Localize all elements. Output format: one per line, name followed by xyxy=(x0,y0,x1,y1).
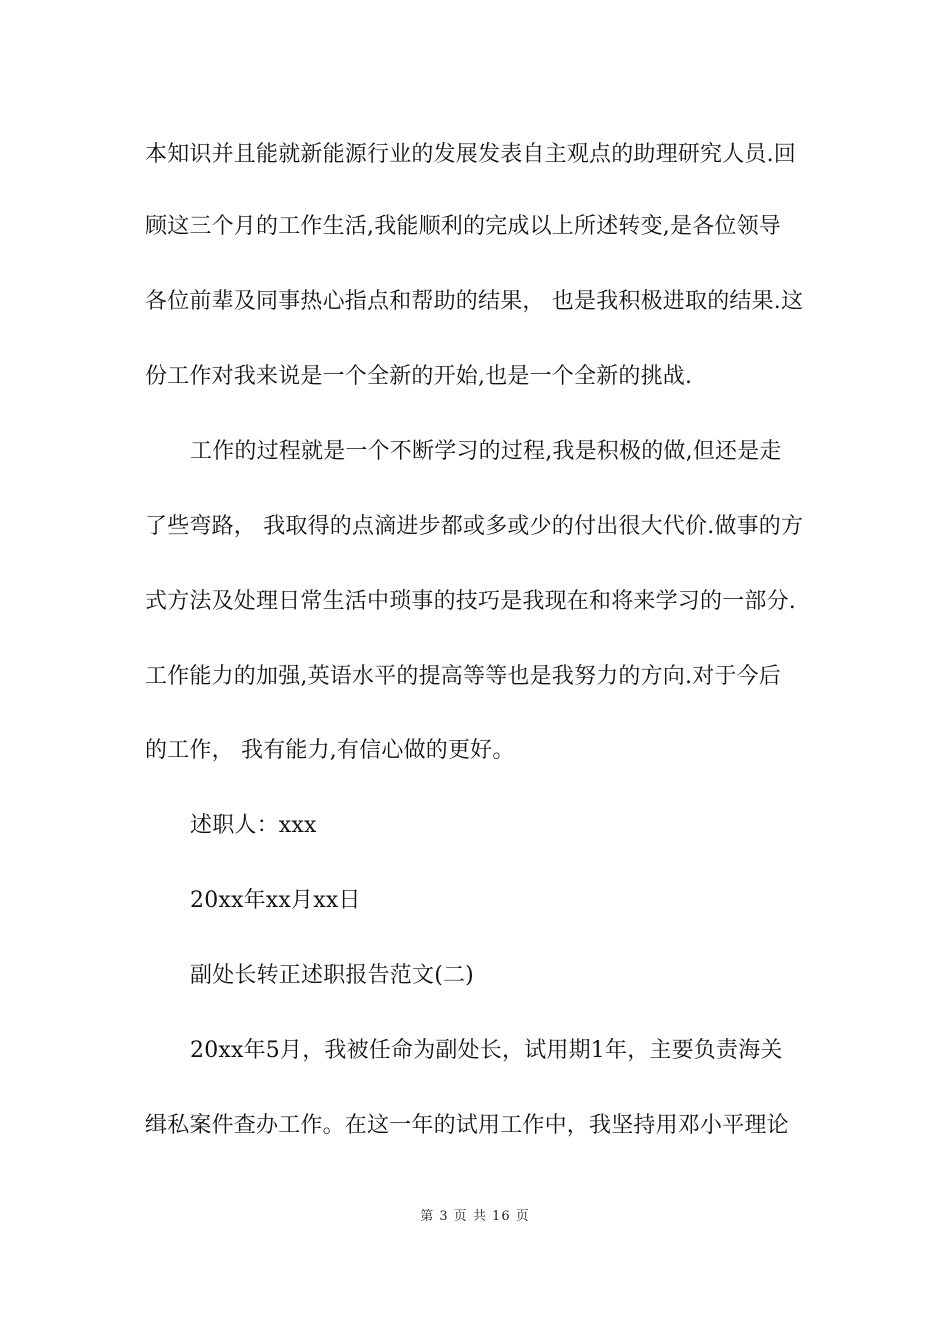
body-line-5: 工作的过程就是一个不断学习的过程,我是积极的做,但还是走 xyxy=(190,439,782,464)
body-line-8: 工作能力的加强,英语水平的提高等等也是我努力的方向.对于今后 xyxy=(145,664,781,689)
body-line-1: 本知识并且能就新能源行业的发展发表自主观点的助理研究人员.回 xyxy=(145,142,796,167)
body-line-4: 份工作对我来说是一个全新的开始,也是一个全新的挑战. xyxy=(145,364,693,389)
body-line-3: 各位前辈及同事热心指点和帮助的结果， 也是我积极进取的结果.这 xyxy=(145,289,804,314)
body-line-14: 缉私案件查办工作。在这一年的试用工作中，我坚持用邓小平理论 xyxy=(145,1113,789,1138)
date-line: 20xx年xx月xx日 xyxy=(190,888,361,913)
body-line-13: 20xx年5月，我被任命为副处长，试用期1年，主要负责海关 xyxy=(190,1038,783,1063)
section-title: 副处长转正述职报告范文(二) xyxy=(190,963,474,988)
body-line-6: 了些弯路， 我取得的点滴进步都或多或少的付出很大代价.做事的方 xyxy=(145,514,804,539)
page-footer: 第 3 页 共 16 页 xyxy=(420,1209,530,1224)
signature-line: 述职人：xxx xyxy=(190,813,317,838)
body-line-2: 顾这三个月的工作生活,我能顺利的完成以上所述转变,是各位领导 xyxy=(145,214,781,239)
body-line-7: 式方法及处理日常生活中琐事的技巧是我现在和将来学习的一部分. xyxy=(145,589,796,614)
body-line-9: 的工作， 我有能力,有信心做的更好。 xyxy=(145,738,515,763)
